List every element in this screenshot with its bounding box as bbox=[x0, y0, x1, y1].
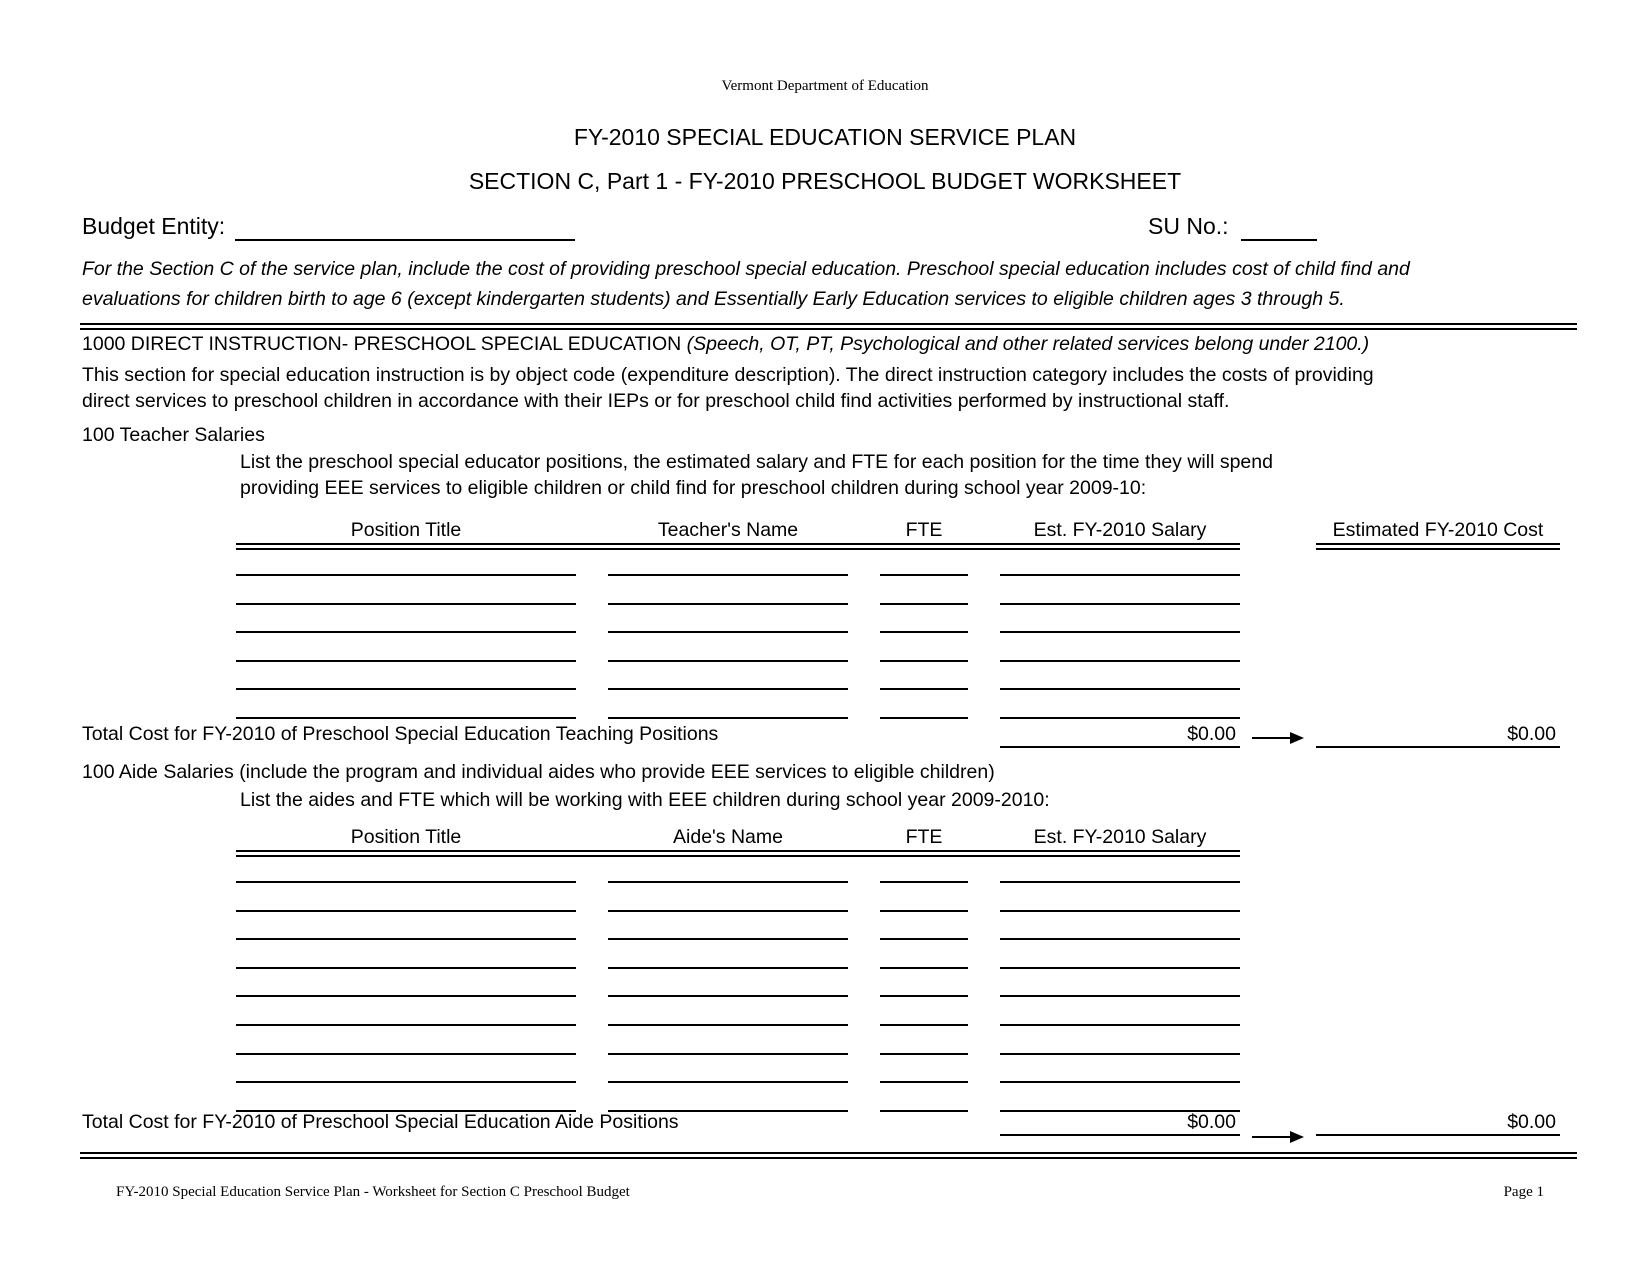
teacher-instructions-1: List the preschool special educator positions, the estimated salary and FTE for each position for the time they will spend bbox=[240, 451, 1273, 473]
aide-name-field[interactable] bbox=[608, 1086, 848, 1112]
aide-fte-field[interactable] bbox=[880, 1057, 968, 1083]
aide-name-field[interactable] bbox=[608, 971, 848, 997]
aide-name-field[interactable] bbox=[608, 886, 848, 912]
teacher-fte-field[interactable] bbox=[880, 550, 968, 576]
teacher-salary-field[interactable] bbox=[1000, 636, 1240, 662]
aide-salary-field[interactable] bbox=[1000, 857, 1240, 883]
aide-fte-field[interactable] bbox=[880, 971, 968, 997]
agency-name: Vermont Department of Education bbox=[721, 78, 929, 94]
section-1000-heading bbox=[82, 333, 1369, 356]
teacher-position-title-field[interactable] bbox=[236, 579, 576, 605]
arrow-right-icon bbox=[1252, 1136, 1302, 1138]
su-no-label: SU No.: bbox=[1148, 213, 1229, 239]
teacher-position-title-field[interactable] bbox=[236, 550, 576, 576]
aide-salary-field[interactable] bbox=[1000, 886, 1240, 912]
page-subtitle: SECTION C, Part 1 - FY-2010 PRESCHOOL BUDGET WORKSHEET bbox=[468, 168, 1182, 194]
aide-name-field[interactable] bbox=[608, 1029, 848, 1055]
teacher-fte-field[interactable] bbox=[880, 579, 968, 605]
teacher-header-underline bbox=[236, 543, 1240, 550]
aide-name-field[interactable] bbox=[608, 943, 848, 969]
aide-fte-field[interactable] bbox=[880, 1029, 968, 1055]
teacher-fte-field[interactable] bbox=[880, 636, 968, 662]
col-est-salary: Est. FY-2010 Salary bbox=[1033, 519, 1207, 541]
aide-salary-field[interactable] bbox=[1000, 1029, 1240, 1055]
aide-total-cost: $0.00 bbox=[1507, 1111, 1556, 1133]
aide-position-title-field[interactable] bbox=[236, 1086, 576, 1112]
aide-header-underline bbox=[236, 850, 1240, 857]
teacher-fte-field[interactable] bbox=[880, 693, 968, 719]
section-1000-note: (Speech, OT, PT, Psychological and other related services belong under 2100.) bbox=[686, 333, 1370, 355]
aide-total-cost-line bbox=[1316, 1134, 1560, 1136]
aide-position-title-field[interactable] bbox=[236, 971, 576, 997]
aide-salary-field[interactable] bbox=[1000, 1057, 1240, 1083]
teacher-position-title-field[interactable] bbox=[236, 693, 576, 719]
footer-divider bbox=[80, 1152, 1577, 1159]
aide-position-title-field[interactable] bbox=[236, 857, 576, 883]
teacher-fte-field[interactable] bbox=[880, 607, 968, 633]
intro-line-1: For the Section C of the service plan, include the cost of providing preschool special education. Preschool special education includes cost of child find and bbox=[82, 258, 1410, 280]
page-title: FY-2010 SPECIAL EDUCATION SERVICE PLAN bbox=[573, 124, 1077, 150]
teacher-total-cost-line bbox=[1316, 746, 1560, 748]
aide-position-title-field[interactable] bbox=[236, 1029, 576, 1055]
aide-col-name: Aide's Name bbox=[673, 826, 783, 848]
aide-salaries-heading: 100 Aide Salaries (include the program and individual aides who provide EEE services to eligible children) bbox=[82, 761, 995, 783]
aide-salary-field[interactable] bbox=[1000, 1086, 1240, 1112]
aide-fte-field[interactable] bbox=[880, 943, 968, 969]
aide-name-field[interactable] bbox=[608, 1057, 848, 1083]
teacher-salary-field[interactable] bbox=[1000, 693, 1240, 719]
aide-salary-field[interactable] bbox=[1000, 1000, 1240, 1026]
teacher-salary-field[interactable] bbox=[1000, 664, 1240, 690]
teacher-total-salary-line bbox=[1000, 746, 1240, 748]
aide-name-field[interactable] bbox=[608, 857, 848, 883]
budget-entity-label: Budget Entity: bbox=[82, 213, 226, 239]
aide-instructions: List the aides and FTE which will be working with EEE children during school year 2009-2010: bbox=[240, 789, 1050, 811]
aide-name-field[interactable] bbox=[608, 914, 848, 940]
teacher-name-field[interactable] bbox=[608, 664, 848, 690]
teacher-total-cost: $0.00 bbox=[1507, 723, 1556, 745]
aide-col-fte: FTE bbox=[905, 826, 943, 848]
aide-position-title-field[interactable] bbox=[236, 943, 576, 969]
aide-fte-field[interactable] bbox=[880, 1086, 968, 1112]
aide-col-position-title: Position Title bbox=[350, 826, 462, 848]
col-fte: FTE bbox=[905, 519, 943, 541]
col-estimated-cost: Estimated FY-2010 Cost bbox=[1332, 519, 1544, 541]
teacher-total-label: Total Cost for FY-2010 of Preschool Special Education Teaching Positions bbox=[82, 723, 719, 745]
intro-line-2: evaluations for children birth to age 6 (except kindergarten students) and Essentially Early Education services to eligible children ages 3 through 5. bbox=[82, 288, 1345, 310]
section-1000-title: 1000 DIRECT INSTRUCTION- PRESCHOOL SPECIAL EDUCATION bbox=[82, 333, 687, 355]
teacher-fte-field[interactable] bbox=[880, 664, 968, 690]
aide-position-title-field[interactable] bbox=[236, 886, 576, 912]
section-1000-desc-1: This section for special education instruction is by object code (expenditure description). The direct instruction category includes the costs of providing bbox=[82, 364, 1374, 386]
teacher-name-field[interactable] bbox=[608, 693, 848, 719]
col-position-title: Position Title bbox=[350, 519, 462, 541]
budget-entity-field[interactable] bbox=[235, 213, 575, 241]
teacher-salaries-heading: 100 Teacher Salaries bbox=[82, 424, 265, 446]
teacher-position-title-field[interactable] bbox=[236, 636, 576, 662]
su-no-field[interactable] bbox=[1241, 213, 1317, 241]
teacher-salary-field[interactable] bbox=[1000, 550, 1240, 576]
teacher-total-salary: $0.00 bbox=[1187, 723, 1236, 745]
teacher-instructions-2: providing EEE services to eligible children or child find for preschool children during school year 2009-10: bbox=[240, 477, 1147, 499]
arrow-right-icon bbox=[1252, 737, 1302, 739]
cost-header-underline bbox=[1316, 543, 1560, 550]
teacher-name-field[interactable] bbox=[608, 636, 848, 662]
aide-position-title-field[interactable] bbox=[236, 914, 576, 940]
aide-salary-field[interactable] bbox=[1000, 971, 1240, 997]
teacher-name-field[interactable] bbox=[608, 579, 848, 605]
aide-total-label: Total Cost for FY-2010 of Preschool Special Education Aide Positions bbox=[82, 1111, 679, 1133]
section-divider bbox=[80, 323, 1577, 330]
aide-fte-field[interactable] bbox=[880, 914, 968, 940]
aide-salary-field[interactable] bbox=[1000, 943, 1240, 969]
teacher-salary-field[interactable] bbox=[1000, 607, 1240, 633]
aide-total-salary-line bbox=[1000, 1134, 1240, 1136]
teacher-salary-field[interactable] bbox=[1000, 579, 1240, 605]
aide-name-field[interactable] bbox=[608, 1000, 848, 1026]
section-1000-desc-2: direct services to preschool children in accordance with their IEPs or for preschool child find activities performed by instructional staff. bbox=[82, 390, 1230, 412]
aide-position-title-field[interactable] bbox=[236, 1000, 576, 1026]
page-number: Page 1 bbox=[1503, 1184, 1544, 1200]
aide-salary-field[interactable] bbox=[1000, 914, 1240, 940]
footer-title: FY-2010 Special Education Service Plan - Worksheet for Section C Preschool Budget bbox=[116, 1184, 630, 1200]
aide-position-title-field[interactable] bbox=[236, 1057, 576, 1083]
aide-fte-field[interactable] bbox=[880, 886, 968, 912]
aide-fte-field[interactable] bbox=[880, 1000, 968, 1026]
teacher-name-field[interactable] bbox=[608, 607, 848, 633]
teacher-position-title-field[interactable] bbox=[236, 664, 576, 690]
teacher-name-field[interactable] bbox=[608, 550, 848, 576]
aide-total-salary: $0.00 bbox=[1187, 1111, 1236, 1133]
teacher-position-title-field[interactable] bbox=[236, 607, 576, 633]
aide-fte-field[interactable] bbox=[880, 857, 968, 883]
col-teacher-name: Teacher's Name bbox=[657, 519, 799, 541]
aide-col-est-salary: Est. FY-2010 Salary bbox=[1033, 826, 1207, 848]
